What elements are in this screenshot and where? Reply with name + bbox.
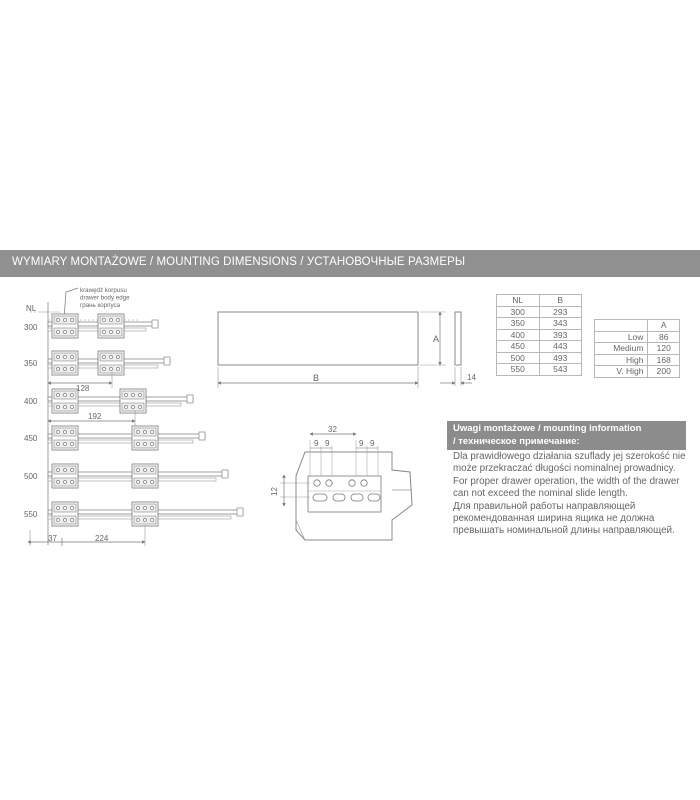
- bracket-hole: [63, 442, 66, 445]
- bracket-hole: [150, 442, 153, 445]
- bracket-hole: [63, 480, 66, 483]
- nl-b-cell: 543: [539, 364, 582, 376]
- height-a-header-cell: A: [648, 320, 680, 332]
- notes-heading-line-1: Uwagi montażowe / mounting information: [453, 423, 642, 434]
- nl-b-row: [497, 329, 582, 341]
- bracket-hole: [102, 355, 105, 358]
- front-bracket: [52, 389, 78, 413]
- bracket-hole: [70, 518, 73, 521]
- bracket-hole: [109, 318, 112, 321]
- bracket-hole: [56, 506, 59, 509]
- notes-heading: [447, 421, 686, 450]
- nl-b-cell: 550: [497, 364, 540, 376]
- slide-rows: [48, 314, 243, 526]
- dim-14-label: 14: [467, 373, 476, 382]
- bracket-hole: [63, 318, 66, 321]
- bracket-hole: [56, 468, 59, 471]
- notes-body: [453, 451, 689, 538]
- bracket-hole: [70, 393, 73, 396]
- dim-9-b: 9: [325, 439, 330, 448]
- bracket-hole: [70, 367, 73, 370]
- bracket-hole: [63, 355, 66, 358]
- nl-b-cell: 293: [539, 306, 582, 318]
- bracket-hole: [102, 318, 105, 321]
- bracket-hole: [143, 480, 146, 483]
- nl-b-cell: 300: [497, 306, 540, 318]
- nl-b-cell: 443: [539, 341, 582, 353]
- bracket-hole: [143, 468, 146, 471]
- section-title: WYMIARY MONTAŻOWE / MOUNTING DIMENSIONS / УСТАНОВОЧНЫЕ РАЗМЕРЫ: [12, 256, 466, 268]
- bracket-hole: [63, 468, 66, 471]
- height-a-cell: 120: [648, 343, 680, 355]
- nl-b-table: [496, 294, 582, 376]
- height-a-cell: V. High: [595, 366, 648, 378]
- nl-b-cell: 400: [497, 329, 540, 341]
- rear-bracket: [120, 389, 146, 413]
- bracket-hole: [70, 506, 73, 509]
- panel-side-profile: [455, 312, 461, 365]
- bracket-hole: [116, 355, 119, 358]
- bracket-hole: [109, 355, 112, 358]
- bracket-hole: [63, 367, 66, 370]
- bracket-hole: [63, 518, 66, 521]
- height-a-row: [595, 366, 680, 378]
- bracket-hole: [136, 480, 139, 483]
- bracket-hole: [63, 430, 66, 433]
- bracket-hole: [136, 518, 139, 521]
- notes-heading-line-2: / техническое примечание:: [453, 435, 580, 447]
- dim-224: 224: [95, 534, 109, 543]
- bracket-hole: [56, 518, 59, 521]
- nl-value-300: 300: [24, 323, 38, 332]
- height-a-cell: Low: [595, 331, 648, 343]
- bracket-hole: [70, 442, 73, 445]
- height-a-row: [595, 354, 680, 366]
- bracket-hole: [102, 367, 105, 370]
- nl-b-row: [497, 306, 582, 318]
- bracket-hole: [70, 405, 73, 408]
- bracket-hole: [143, 518, 146, 521]
- height-a-header-row: [595, 320, 680, 332]
- nl-b-cell: 450: [497, 341, 540, 353]
- nl-value-550: 550: [24, 510, 38, 519]
- nl-b-row: [497, 364, 582, 376]
- bracket-hole: [63, 506, 66, 509]
- front-bracket: [52, 426, 78, 450]
- note-russian: Для правильной работы направляющей рекомендованная ширина ящика не должна превышать номинальной длины направляющей.: [453, 501, 675, 536]
- height-a-cell: 86: [648, 331, 680, 343]
- bracket-hole: [70, 430, 73, 433]
- drawer-front-panel: [218, 312, 418, 365]
- bracket-hole: [136, 506, 139, 509]
- nl-b-cell: 500: [497, 352, 540, 364]
- bracket-hole: [116, 367, 119, 370]
- rear-bracket: [98, 351, 124, 375]
- dim-a-label: A: [433, 334, 440, 344]
- rear-bracket: [132, 464, 158, 488]
- bracket-hole: [124, 405, 127, 408]
- height-a-cell: Medium: [595, 343, 648, 355]
- bracket-hole: [131, 405, 134, 408]
- bracket-hole: [70, 330, 73, 333]
- front-bracket: [52, 464, 78, 488]
- bracket-hole: [70, 468, 73, 471]
- dim-9-a: 9: [314, 439, 319, 448]
- bracket-hole: [124, 393, 127, 396]
- rear-bracket: [132, 502, 158, 526]
- callout-line-1: krawędź korpusu: [80, 287, 127, 294]
- bracket-hole: [136, 442, 139, 445]
- bracket-hole: [70, 355, 73, 358]
- nl-b-header-cell: B: [539, 295, 582, 307]
- bracket-hole: [56, 318, 59, 321]
- bracket-hole: [63, 405, 66, 408]
- dim-9-c: 9: [359, 439, 364, 448]
- dim-128: 128: [76, 384, 90, 393]
- nl-b-header-row: [497, 295, 582, 307]
- slide-rail-end: [152, 320, 158, 328]
- nl-b-cell: 493: [539, 352, 582, 364]
- dim-192: 192: [88, 412, 102, 421]
- dim-9-d: 9: [370, 439, 375, 448]
- nl-value-350: 350: [24, 359, 38, 368]
- height-a-row: [595, 331, 680, 343]
- bracket-hole: [56, 367, 59, 370]
- bracket-hole: [143, 506, 146, 509]
- bracket-hole: [63, 330, 66, 333]
- bracket-hole: [56, 355, 59, 358]
- bracket-hole: [109, 367, 112, 370]
- bracket-hole: [136, 430, 139, 433]
- bracket-hole: [56, 393, 59, 396]
- slide-rail-end: [222, 470, 228, 478]
- mounting-detail: [280, 434, 412, 540]
- height-a-row: [595, 343, 680, 355]
- slide-rail-end: [199, 432, 205, 440]
- bracket-hole: [143, 442, 146, 445]
- nl-value-500: 500: [24, 472, 38, 481]
- rear-bracket: [132, 426, 158, 450]
- bracket-hole: [131, 393, 134, 396]
- nl-value-450: 450: [24, 434, 38, 443]
- bracket-hole: [138, 405, 141, 408]
- bracket-hole: [150, 518, 153, 521]
- front-bracket: [52, 351, 78, 375]
- bracket-hole: [150, 468, 153, 471]
- callout-line-3: грань корпуса: [80, 302, 121, 309]
- nl-axis-label: NL: [26, 304, 37, 313]
- bracket-hole: [102, 330, 105, 333]
- dim-37: 37: [48, 534, 57, 543]
- bracket-hole: [70, 480, 73, 483]
- bracket-hole: [150, 480, 153, 483]
- bracket-hole: [138, 393, 141, 396]
- note-polish: Dla prawidłowego działania szuflady jej szerokość nie może przekraczać długości nominalnej prowadnicy.: [453, 451, 686, 474]
- callout-leader: [64, 288, 78, 318]
- nl-b-cell: 393: [539, 329, 582, 341]
- front-bracket: [52, 314, 78, 338]
- nl-value-400: 400: [24, 397, 38, 406]
- nl-b-cell: 343: [539, 318, 582, 330]
- bracket-hole: [56, 480, 59, 483]
- bracket-hole: [56, 330, 59, 333]
- slide-rail-end: [237, 508, 243, 516]
- bracket-hole: [109, 330, 112, 333]
- dim-32-label: 32: [328, 425, 337, 434]
- height-a-header-cell: [595, 320, 648, 332]
- bracket-hole: [143, 430, 146, 433]
- dim-b-label: B: [313, 373, 320, 383]
- nl-b-row: [497, 318, 582, 330]
- slide-rail-end: [164, 357, 170, 365]
- bracket-hole: [63, 393, 66, 396]
- bracket-hole: [56, 430, 59, 433]
- bracket-hole: [56, 405, 59, 408]
- bracket-hole: [116, 318, 119, 321]
- rear-bracket: [98, 314, 124, 338]
- height-a-cell: 200: [648, 366, 680, 378]
- note-english: For proper drawer operation, the width of the drawer can not exceed the nominal slide length.: [453, 476, 680, 499]
- nl-b-cell: 350: [497, 318, 540, 330]
- callout-line-2: drawer body edge: [80, 294, 130, 302]
- height-a-table: [594, 319, 680, 378]
- slide-rail-end: [187, 395, 193, 403]
- dim-12-label: 12: [270, 487, 279, 496]
- bracket-hole: [56, 442, 59, 445]
- bracket-hole: [150, 506, 153, 509]
- bracket-hole: [136, 468, 139, 471]
- nl-b-row: [497, 352, 582, 364]
- bracket-hole: [150, 430, 153, 433]
- height-a-cell: 168: [648, 354, 680, 366]
- height-a-cell: High: [595, 354, 648, 366]
- bracket-hole: [70, 318, 73, 321]
- nl-b-row: [497, 341, 582, 353]
- bracket-hole: [116, 330, 119, 333]
- nl-b-header-cell: NL: [497, 295, 540, 307]
- front-bracket: [52, 502, 78, 526]
